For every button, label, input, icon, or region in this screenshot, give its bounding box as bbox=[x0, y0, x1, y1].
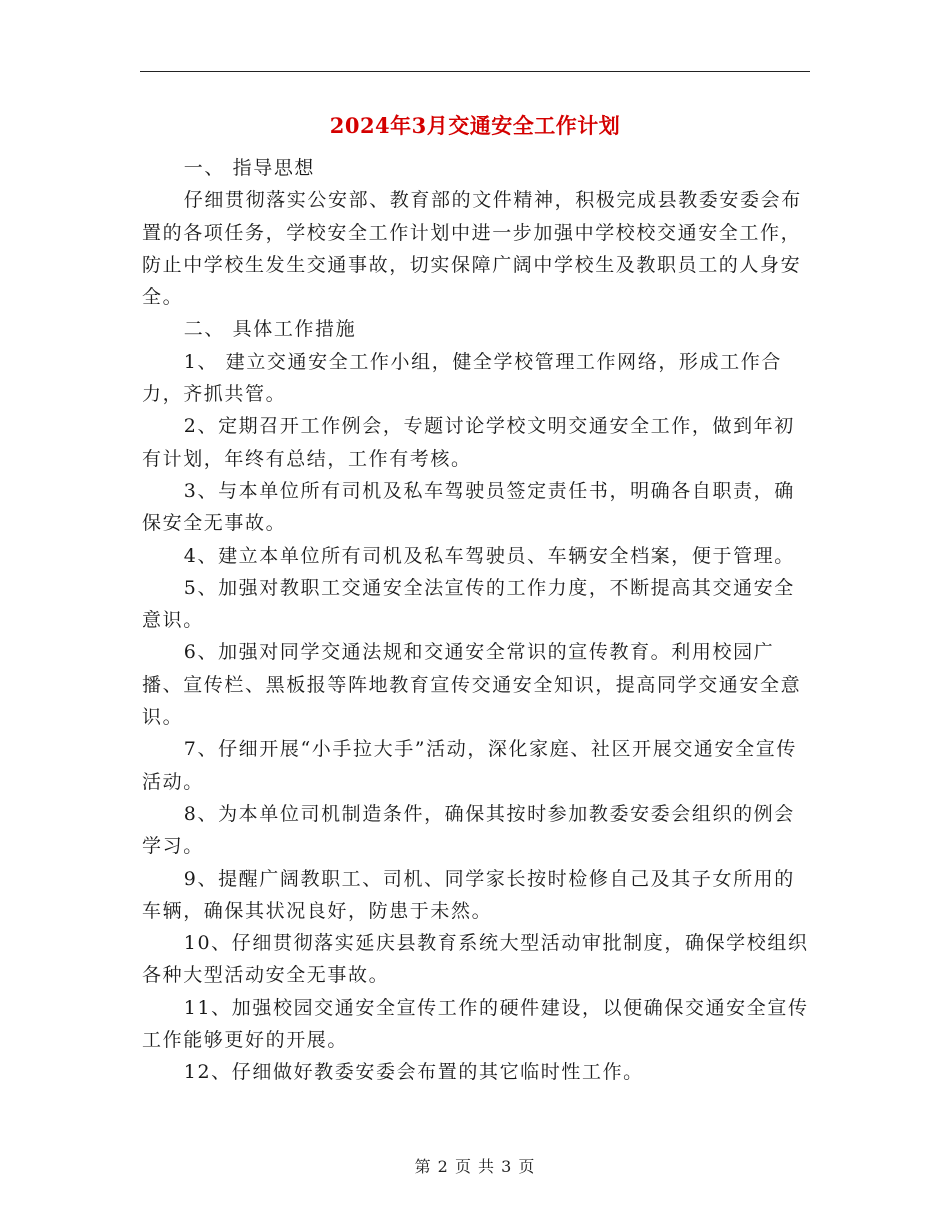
measure-item-7: 7、仔细开展“小手拉大手”活动，深化家庭、社区开展交通安全宣传活动。 bbox=[142, 738, 797, 793]
measure-item-9: 9、提醒广阔教职工、司机、同学家长按时检修自己及其子女所用的车辆，确保其状况良好，防患于未然。 bbox=[142, 867, 795, 922]
measure-item-12: 12、仔细做好教委安委会布置的其它临时性工作。 bbox=[183, 1061, 644, 1084]
measure-item-8: 8、为本单位司机制造条件，确保其按时参加教委安委会组织的例会学习。 bbox=[142, 802, 795, 858]
section-heading-guiding-thought: 一、 指导思想 bbox=[183, 157, 316, 179]
measure-item-2: 2、定期召开工作例会，专题讨论学校文明交通安全工作，做到年初有计划，年终有总结，工作有考核。 bbox=[142, 415, 795, 470]
measure-item-5: 5、加强对教职工交通安全法宣传的工作力度，不断提高其交通安全意识。 bbox=[142, 576, 795, 632]
document-body bbox=[142, 152, 810, 1089]
section-heading-measures: 二、 具体工作措施 bbox=[183, 318, 357, 341]
measure-item-11: 11、加强校园交通安全宣传工作的硬件建设，以便确保交通安全宣传工作能够更好的开展。 bbox=[142, 996, 809, 1052]
measure-item-1: 1、 建立交通安全工作小组，健全学校管理工作网络，形成工作合力，齐抓共管。 bbox=[142, 350, 782, 406]
paragraph-guiding-thought: 仔细贯彻落实公安部、教育部的文件精神，积极完成县教委安委会布置的各项任务，学校安全工作计划中进一步加强中学校校交通安全工作，防止中学校生发生交通事故，切实保障广阔中学校生及教职员工的人身安全。 bbox=[142, 189, 802, 309]
page-number-footer: 第 2 页 共 3 页 bbox=[414, 1157, 536, 1176]
document-title: 2024年3月交通安全工作计划 bbox=[329, 113, 621, 138]
measure-item-4: 4、建立本单位所有司机及私车驾驶员、车辆安全档案，便于管理。 bbox=[183, 544, 795, 567]
measure-item-10: 10、仔细贯彻落实延庆县教育系统大型活动审批制度，确保学校组织各种大型活动安全无事故。 bbox=[142, 932, 809, 987]
header-rule bbox=[140, 71, 810, 72]
measure-item-6: 6、加强对同学交通法规和交通安全常识的宣传教育。利用校园广播、宣传栏、黑板报等阵地教育宣传交通安全知识，提高同学交通安全意识。 bbox=[142, 641, 802, 729]
measure-item-3: 3、与本单位所有司机及私车驾驶员签定责任书，明确各自职责，确保安全无事故。 bbox=[142, 479, 795, 535]
